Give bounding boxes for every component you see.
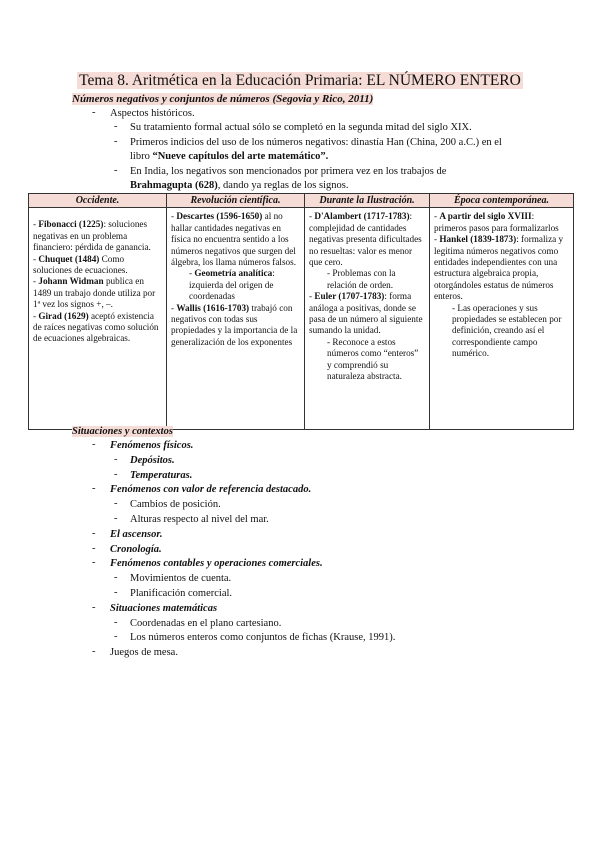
- bullet-dash: -: [92, 557, 96, 569]
- column-header: Revolución científica.: [167, 194, 305, 208]
- list-subitem: - Geometría analítica: izquierda del origen de coordenadas: [189, 268, 275, 302]
- bullet-dash: -: [92, 646, 96, 658]
- list-item: - D'Alambert (1717-1783): complejidad de cantidades negativas presenta dificultades no resueltas: valor es menor que cero.: [309, 211, 422, 268]
- bullet-dash: -: [114, 572, 118, 584]
- situation-item: Cambios de posición.: [130, 499, 221, 511]
- bullet-dash: -: [114, 498, 118, 510]
- bullet-dash: -: [114, 453, 118, 465]
- situation-item: Cronología.: [110, 543, 162, 555]
- aspect-bullet-1: Su tratamiento formal actual sólo se completó en la segunda mitad del siglo XIX.: [130, 122, 472, 133]
- table-cell-contemporanea: [430, 208, 574, 430]
- bullet-dash: -: [92, 107, 96, 118]
- bullet-dash: -: [92, 527, 96, 539]
- list-item: - A partir del siglo XVIII: primeros pasos para formalizarlos: [434, 211, 559, 233]
- history-table: [28, 193, 574, 430]
- situation-item: Situaciones matemáticas: [110, 602, 218, 614]
- situation-item: Depósitos.: [130, 454, 175, 466]
- bullet-dash: -: [92, 542, 96, 554]
- situation-item: Los números enteros como conjuntos de fichas (Krause, 1991).: [130, 632, 396, 644]
- situation-item: Juegos de mesa.: [110, 647, 178, 659]
- situation-item: Alturas respecto al nivel del mar.: [130, 514, 269, 525]
- situation-item: Coordenadas en el plano cartesiano.: [130, 617, 282, 629]
- list-item: - Johann Widman publica en 1489 un trabajo donde utiliza por 1ª vez los signos +, –.: [33, 276, 156, 310]
- table-cell-ilustracion: [305, 208, 430, 430]
- bullet-dash: -: [114, 616, 118, 628]
- situation-item: Temperaturas.: [130, 469, 193, 481]
- situation-item: Fenómenos físicos.: [110, 440, 194, 451]
- aspect-bullet-3-line1: En India, los negativos son mencionados por primera vez en los trabajos de: [130, 166, 447, 177]
- table-cell-revolucion: [167, 208, 305, 430]
- column-header: Occidente.: [29, 194, 167, 208]
- bullet-dash: -: [92, 601, 96, 613]
- list-item: - Wallis (1616-1703) trabajó con negativos con todas sus propiedades y la importancia de la generalización de los exponentes: [171, 302, 298, 347]
- column-header: Época contemporánea.: [430, 194, 574, 208]
- situation-item: Fenómenos con valor de referencia destacado.: [110, 484, 312, 496]
- list-item: - Girad (1629) aceptó existencia de raíces negativas como solución de ecuaciones algebraicas.: [33, 310, 159, 344]
- table-cell-occidente: [29, 208, 167, 430]
- aspect-bullet-3-line2: Brahmagupta (628), dando ya reglas de los signos.: [130, 180, 349, 191]
- situation-item: Fenómenos contables y operaciones comerciales.: [110, 558, 323, 570]
- aspects-heading: Aspectos históricos.: [110, 108, 195, 119]
- bullet-dash: -: [114, 631, 118, 643]
- list-item: - Hankel (1839-1873): formaliza y legitima números negativos como entidades independientes con una estructura algebraica propia, otorgándoles estatus de números enteros.: [434, 234, 564, 302]
- situations-heading: Situaciones y contextos: [72, 426, 173, 437]
- aspect-bullet-2-line1: Primeros indicios del uso de los números negativos: dinastía Han (China, 200 a.C.) en el: [130, 137, 502, 148]
- situation-item: El ascensor.: [110, 528, 163, 540]
- bullet-dash: -: [114, 587, 118, 598]
- bullet-dash: -: [114, 513, 118, 524]
- list-subitem: - Reconoce a estos números como “enteros” y comprendió su naturaleza abstracta.: [327, 336, 419, 382]
- list-item: - Descartes (1596-1650) al no hallar cantidades negativas en física no encuentra sentido a los números negativos que surgen del álgebra, los llama números falsos.: [171, 211, 297, 268]
- bullet-dash: -: [114, 136, 118, 147]
- situation-item: Movimientos de cuenta.: [130, 573, 232, 585]
- bullet-dash: -: [114, 121, 118, 132]
- bullet-dash: -: [92, 483, 96, 495]
- aspect-bullet-2-line2: libro “Nueve capítulos del arte matemático”.: [130, 151, 329, 162]
- list-item: - Chuquet (1484) Como soluciones de ecuaciones.: [33, 253, 128, 276]
- section-subtitle: Números negativos y conjuntos de números (Segovia y Rico, 2011): [72, 93, 374, 105]
- list-subitem: - Problemas con la relación de orden.: [327, 268, 396, 290]
- bullet-dash: -: [114, 468, 118, 480]
- list-item: - Euler (1707-1783): forma análoga a positivas, donde se pasa de un número al siguiente sumando la unidad.: [309, 291, 423, 336]
- page-title: Tema 8. Aritmética en la Educación Primaria: EL NÚMERO ENTERO: [79, 72, 521, 89]
- column-header: Durante la Ilustración.: [305, 194, 430, 208]
- bullet-dash: -: [92, 439, 96, 450]
- list-subitem: - Las operaciones y sus propiedades se establecen por definición, creando así el correspondiente campo numérico.: [452, 302, 562, 359]
- list-item: - Fibonacci (1225): soluciones negativas en un problema financiero: pérdida de ganancia.: [33, 219, 151, 253]
- situation-item: Planificación comercial.: [130, 588, 233, 599]
- bullet-dash: -: [114, 165, 118, 176]
